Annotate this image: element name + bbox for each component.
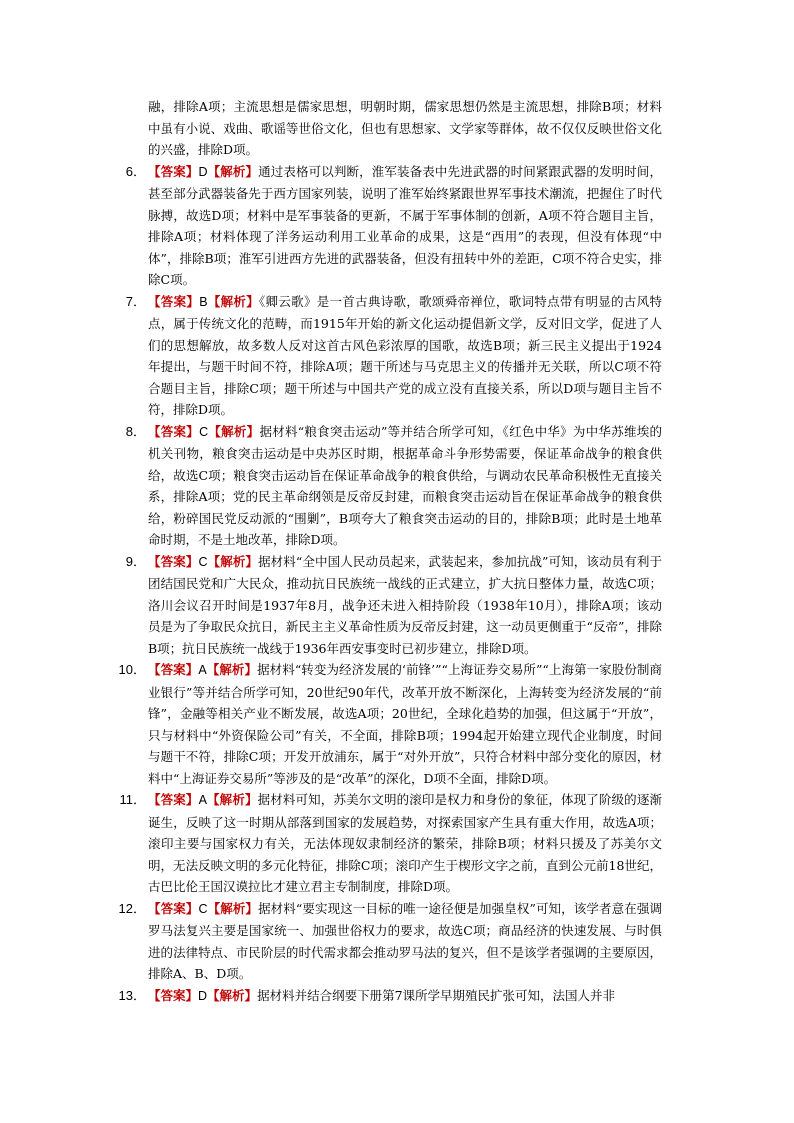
- answer-tag: 【答案】: [148, 792, 199, 807]
- answer-item-6: [125, 161, 662, 291]
- answer-letter: A: [198, 663, 207, 677]
- answer-tag: 【答案】: [148, 553, 199, 569]
- answer-tag: 【答案】: [148, 900, 199, 916]
- answer-tag: 【答案】: [148, 662, 199, 677]
- analysis-text: 据材料“全中国人民动员起来，武装起来，参加抗战”可知，该动员有利于团结国民党和广大民众，推动抗日民族统一战线的正式建立，扩大抗日整体力量，故选C项；洛川会议召开时间是1937年8月，战争还未进入相持阶段（1938年10月），排除A项；该动员是为了争取民众抗日，新民主主义革命性质为反帝反封建，这一动员更侧重于“反帝”，排除B项；抗日民族统一战线于1936年西安事变时已初步建立，排除D项。: [148, 553, 662, 656]
- answer-letter: D: [198, 988, 208, 1003]
- item-number: 6．: [125, 163, 146, 179]
- analysis-text: 通过表格可以判断，淮军装备表中先进武器的时间紧跟武器的发明时间，甚至部分武器装备先于西方国家列装，说明了淮军始终紧跟世界军事技术潮流，把握住了时代脉搏，故选D项；材料中是军事装备的更新，不属于军事体制的创新，A项不符合题目主旨，排除A项；材料体现了洋务运动利用工业革命的成果，这是“西用”的表现，但没有体现“中体”，排除B项；淮军引进西方先进的武器装备，但没有扭转中外的差距，C项不符合史实，排除C项。: [148, 163, 662, 287]
- continued-analysis-paragraph: 融，排除A项；主流思想是儒家思想，明朝时期，儒家思想仍然是主流思想，排除B项；材料中虽有小说、戏曲、歌谣等世俗文化，但也有思想家、文学家等群体，故不仅仅反映世俗文化的兴盛，排除D项。: [148, 99, 662, 157]
- analysis-text: 据材料“要实现这一目标的唯一途径便是加强皇权”可知，该学者意在强调罗马法复兴主要是国家统一、加强世俗权力的要求，故选C项；商品经济的快速发展、与时俱进的法律特点、市民阶层的时代需求都会推动罗马法的复兴，但不是该学者强调的主要原因，排除A、B、D项。: [148, 900, 662, 981]
- analysis-tag: 【解析】: [206, 662, 258, 677]
- answer-letter: C: [199, 424, 209, 439]
- analysis-tag: 【解析】: [207, 553, 259, 569]
- analysis-tag: 【解析】: [207, 293, 260, 309]
- item-number: 12．: [118, 900, 146, 916]
- analysis-text: 《卿云歌》是一首古典诗歌，歌颂舜帝禅位，歌词特点带有明显的古风特点，属于传统文化的范畴，而1915年开始的新文化运动提倡新文学，反对旧文学，促进了人们的思想解放，故多数人反对这首古风色彩浓厚的国歌，故选B项；新三民主义提出于1924年提出，与题干时间不符，排除A项；题干所述与马克思主义的传播并无关联，所以C项不符合题目主旨，排除C项；题干所述与中国共产党的成立没有直接关系，所以D项与题目主旨不符，排除D项。: [148, 293, 662, 417]
- analysis-text: 据材料可知，苏美尔文明的滚印是权力和身份的象征，体现了阶级的逐渐诞生，反映了这一时期从部落到国家的发展趋势，对探索国家产生具有重大作用，故选A项；滚印主要与国家权力有关，无法体现奴隶制经济的繁荣，排除B项；材料只援及了苏美尔文明，无法反映文明的多元化特征，排除C项；滚印产生于楔形文字之前，直到公元前18世纪，古巴比伦王国汉谟拉比才建立君主专制制度，排除D项。: [148, 792, 662, 894]
- answer-item-13: [118, 985, 662, 1008]
- item-number: 13．: [118, 987, 146, 1003]
- answer-item-10: [118, 659, 662, 789]
- analysis-text: 据材料“粮食突击运动”等并结合所学可知，《红色中华》为中华苏维埃的机关刊物，粮食突击运动是中央苏区时期，根据革命斗争形势需要，保证革命战争的粮食供给，故选C项；粮食突击运动旨在保证革命战争的粮食供给，与调动农民革命积极性无直接关系，排除A项；党的民主革命纲领是反帝反封建，而粮食突击运动旨在保证革命战争的粮食供给，粉碎国民党反动派的“围剿”，B项夸大了粮食突击运动的目的，排除B项；此时是土地革命时期，不是土地改革，排除D项。: [148, 423, 662, 547]
- analysis-tag: 【解析】: [208, 423, 260, 439]
- answer-item-8: [125, 421, 662, 551]
- analysis-tag: 【解析】: [206, 792, 258, 807]
- item-number: 11．: [119, 792, 146, 807]
- answer-letter: D: [198, 164, 208, 179]
- analysis-tag: 【解析】: [207, 163, 259, 179]
- analysis-text: 据材料并结合纲要下册第7课所学早期殖民扩张可知，法国人并非: [257, 987, 616, 1003]
- item-number: 7．: [125, 293, 146, 309]
- analysis-tag: 【解析】: [207, 987, 258, 1003]
- answer-letter: B: [199, 294, 208, 309]
- item-number: 9．: [125, 553, 146, 569]
- analysis-tag: 【解析】: [207, 900, 259, 916]
- answer-analysis-section: [118, 96, 662, 1007]
- answer-tag: 【答案】: [148, 423, 200, 439]
- answer-letter: A: [198, 793, 207, 807]
- analysis-text: 据材料“转变为经济发展的‘前锋’”“上海证券交易所”“上海第一家股份制商业银行”等并结合所学可知，20世纪90年代，改革开放不断深化，上海转变为经济发展的“前锋”，金融等相关产业不断发展，故选A项；20世纪，全球化趋势的加强，但这属于“开放”，只与材料中“外资保险公司”有关，不全面，排除B项；1994起开始建立现代企业制度，时间与题干不符，排除C项；开发开放浦东，属于“对外开放”，只符合材料中部分变化的原因，材料中“上海证券交易所”等涉及的是“改革”的深化，D项不全面，排除D项。: [148, 662, 662, 786]
- answer-letter: C: [198, 901, 208, 916]
- answer-tag: 【答案】: [148, 293, 200, 309]
- item-number: 10．: [118, 662, 146, 677]
- answer-item-12: [118, 898, 662, 985]
- answer-item-11: [119, 789, 662, 898]
- answer-letter: C: [198, 554, 208, 569]
- answer-tag: 【答案】: [148, 987, 199, 1003]
- answer-tag: 【答案】: [148, 163, 199, 179]
- answer-item-9: [125, 551, 662, 660]
- answer-item-7: [125, 291, 662, 421]
- item-number: 8．: [125, 423, 146, 439]
